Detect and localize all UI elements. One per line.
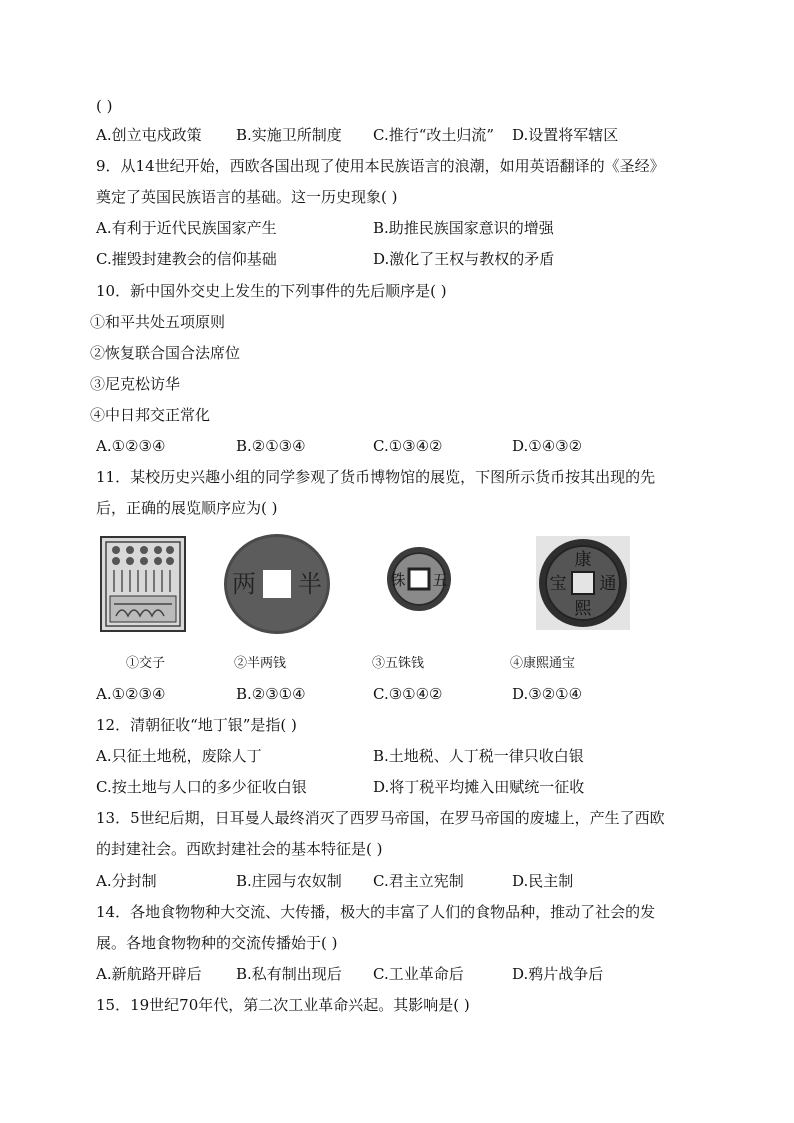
q12-option-b: B.土地税、人丁税一律只收白银 (373, 747, 584, 765)
q8-stem-tail: ( ) (96, 97, 113, 115)
q13-line-1: 13．5世纪后期，日耳曼人最终消灭了西罗马帝国，在罗马帝国的废墟上，产生了西欧 (96, 809, 665, 827)
caption-kangxi: ④康熙通宝 (510, 656, 576, 671)
q9-option-c: C.摧毁封建教会的信仰基础 (96, 250, 277, 268)
banliang-coin-image (222, 532, 332, 636)
wuzhu-char-wu: 五 (432, 571, 448, 589)
q9-option-b: B.助推民族国家意识的增强 (373, 219, 554, 237)
q13-line-2: 的封建社会。西欧封建社会的基本特征是( ) (96, 840, 383, 858)
q10-item-3: ③尼克松访华 (90, 375, 181, 393)
q12-option-c: C.按土地与人口的多少征收白银 (96, 778, 307, 796)
q13-option-b: B.庄园与农奴制 (236, 872, 342, 890)
caption-banliang: ②半两钱 (234, 656, 287, 671)
q11-option-d: D.③②①④ (512, 685, 583, 703)
jiaozi-banknote-image (100, 536, 186, 632)
currency-figure (96, 532, 706, 682)
wuzhu-coin-image (386, 546, 452, 612)
q10-item-1: ①和平共处五项原则 (90, 313, 226, 331)
q8-option-d: D.设置将军辖区 (512, 126, 619, 144)
kangxi-char-tong: 通 (599, 574, 617, 594)
q14-option-c: C.工业革命后 (373, 965, 464, 983)
q11-line-2: 后，正确的展览顺序应为( ) (96, 499, 278, 517)
q13-option-a: A.分封制 (96, 872, 157, 890)
q14-option-b: B.私有制出现后 (236, 965, 342, 983)
q11-option-a: A.①②③④ (96, 685, 166, 703)
q9-option-d: D.激化了王权与教权的矛盾 (373, 250, 555, 268)
q12-line-1: 12．清朝征收“地丁银”是指( ) (96, 716, 297, 734)
q11-option-c: C.③①④② (373, 685, 443, 703)
kangxi-coin-image (536, 536, 630, 630)
q11-line-1: 11．某校历史兴趣小组的同学参观了货币博物馆的展览，下图所示货币按其出现的先 (96, 468, 656, 486)
q11-option-b: B.②③①④ (236, 685, 306, 703)
banliang-char-liang: 两 (232, 570, 256, 598)
q13-option-c: C.君主立宪制 (373, 872, 464, 890)
q8-option-c: C.推行“改土归流” (373, 126, 495, 144)
q9-option-a: A.有利于近代民族国家产生 (96, 219, 277, 237)
caption-wuzhu: ③五铢钱 (372, 656, 425, 671)
q9-line-1: 9．从14世纪开始，西欧各国出现了使用本民族语言的浪潮，如用英语翻译的《圣经》 (96, 157, 665, 175)
q14-option-d: D.鸦片战争后 (512, 965, 604, 983)
q14-line-1: 14．各地食物物种大交流、大传播，极大的丰富了人们的食物品种，推动了社会的发 (96, 903, 656, 921)
banliang-char-ban: 半 (298, 570, 322, 598)
q10-option-d: D.①④③② (512, 437, 583, 455)
q10-option-c: C.①③④② (373, 437, 443, 455)
kangxi-char-xi: 熙 (574, 599, 592, 619)
kangxi-char-kang: 康 (574, 550, 592, 570)
q8-option-a: A.创立屯戍政策 (96, 126, 202, 144)
q10-option-b: B.②①③④ (236, 437, 306, 455)
q13-option-d: D.民主制 (512, 872, 574, 890)
q9-line-2: 奠定了英国民族语言的基础。这一历史现象( ) (96, 188, 398, 206)
q10-line-1: 10．新中国外交史上发生的下列事件的先后顺序是( ) (96, 282, 447, 300)
kangxi-char-bao: 宝 (549, 574, 567, 594)
wuzhu-char-zhu: 铢 (390, 571, 406, 589)
q14-option-a: A.新航路开辟后 (96, 965, 202, 983)
caption-jiaozi: ①交子 (126, 656, 166, 671)
q12-option-a: A.只征土地税，废除人丁 (96, 747, 262, 765)
q10-option-a: A.①②③④ (96, 437, 166, 455)
q10-item-4: ④中日邦交正常化 (90, 406, 211, 424)
q14-line-2: 展。各地食物物种的交流传播始于( ) (96, 934, 338, 952)
q15-line-1: 15．19世纪70年代，第二次工业革命兴起。其影响是( ) (96, 996, 470, 1014)
q12-option-d: D.将丁税平均摊入田赋统一征收 (373, 778, 585, 796)
q10-item-2: ②恢复联合国合法席位 (90, 344, 241, 362)
q8-option-b: B.实施卫所制度 (236, 126, 342, 144)
